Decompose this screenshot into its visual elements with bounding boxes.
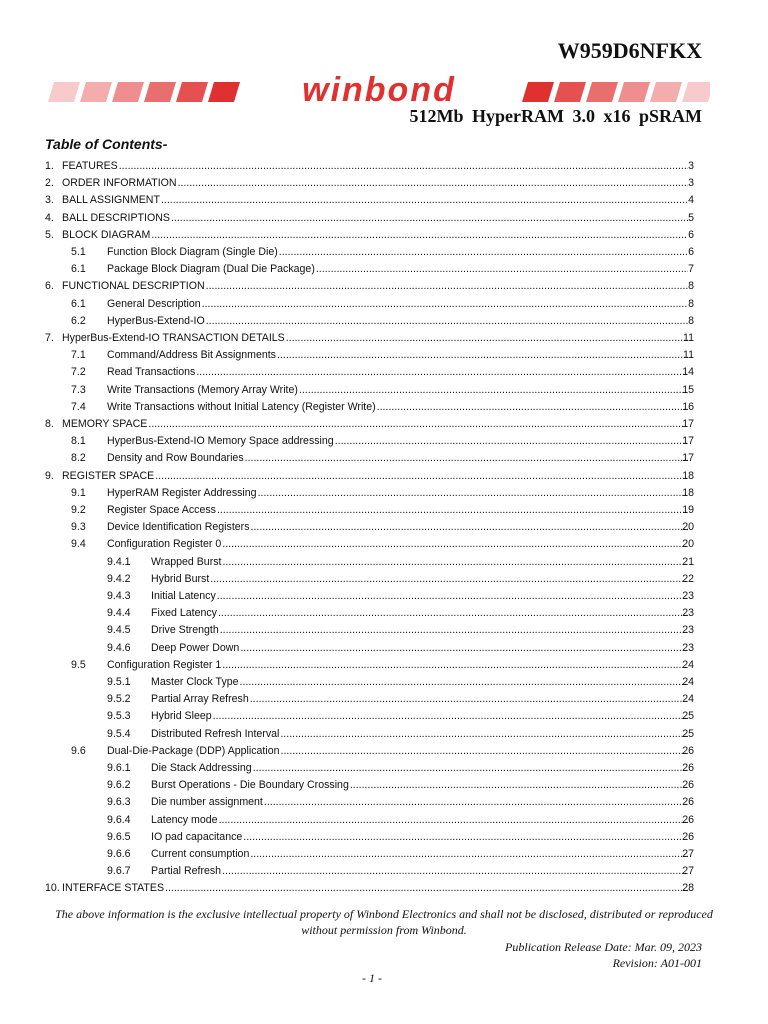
toc-entry-number: 4. bbox=[45, 211, 54, 224]
toc-entry-title: Partial Array Refresh bbox=[151, 693, 249, 706]
toc-entry-page: 6 bbox=[688, 228, 694, 241]
logo-stripe bbox=[112, 82, 144, 102]
toc-dot-leader bbox=[119, 158, 688, 175]
toc-entry-title: REGISTER SPACE bbox=[62, 469, 155, 482]
toc-entry-title: Dual-Die-Package (DDP) Application bbox=[107, 744, 280, 757]
toc-entry[interactable] bbox=[0, 485, 768, 502]
toc-entry-number: 2. bbox=[45, 177, 54, 190]
toc-entry[interactable] bbox=[0, 502, 768, 519]
toc-entry-page: 15 bbox=[682, 383, 694, 396]
toc-entry-number: 9.6.3 bbox=[107, 796, 131, 809]
toc-entry[interactable] bbox=[0, 382, 768, 399]
toc-dot-leader bbox=[250, 846, 688, 863]
toc-dot-leader bbox=[202, 296, 688, 313]
toc-dot-leader bbox=[377, 399, 688, 416]
toc-entry-number: 9.4 bbox=[71, 538, 86, 551]
toc-entry[interactable] bbox=[0, 347, 768, 364]
toc-dot-leader bbox=[161, 192, 688, 209]
toc-entry-number: 9.4.3 bbox=[107, 590, 131, 602]
toc-entry-page: 26 bbox=[682, 744, 694, 757]
toc-entry[interactable] bbox=[0, 674, 768, 691]
toc-entry-title: BALL DESCRIPTIONS bbox=[62, 211, 170, 224]
toc-entry[interactable] bbox=[0, 192, 768, 209]
toc-entry-page: 28 bbox=[682, 882, 694, 895]
toc-dot-leader bbox=[222, 657, 688, 674]
toc-dot-leader bbox=[243, 829, 688, 846]
toc-entry[interactable] bbox=[0, 743, 768, 760]
toc-dot-leader bbox=[219, 812, 688, 829]
toc-entry-number: 10. bbox=[45, 882, 60, 895]
toc-entry[interactable] bbox=[0, 468, 768, 485]
toc-entry[interactable] bbox=[0, 261, 768, 278]
toc-entry-title: Wrapped Burst bbox=[151, 555, 222, 568]
toc-entry-number: 8.1 bbox=[71, 435, 86, 448]
toc-entry-page: 20 bbox=[682, 538, 694, 551]
toc-entry-page: 16 bbox=[682, 400, 694, 413]
toc-dot-leader bbox=[217, 502, 688, 519]
toc-dot-leader bbox=[165, 880, 688, 897]
toc-entry[interactable] bbox=[0, 519, 768, 536]
toc-entry[interactable] bbox=[0, 640, 768, 657]
toc-entry-title: Drive Strength bbox=[151, 624, 219, 637]
toc-dot-leader bbox=[253, 760, 688, 777]
toc-entry-title: General Description bbox=[107, 297, 201, 310]
toc-entry-page: 23 bbox=[682, 641, 694, 654]
toc-entry-page: 27 bbox=[682, 848, 694, 860]
toc-dot-leader bbox=[240, 640, 688, 657]
toc-entry-number: 1. bbox=[45, 160, 54, 172]
copyright-notice: The above information is the exclusive intellectual property of Winbond Electronics and shall not be disclosed, distributed or reproduced without permission from Winbond. bbox=[55, 907, 713, 937]
toc-entry-number: 6.2 bbox=[71, 314, 86, 327]
toc-entry-page: 24 bbox=[682, 693, 694, 706]
toc-entry-title: Command/Address Bit Assignments bbox=[107, 349, 276, 362]
toc-entry-page: 23 bbox=[682, 624, 694, 637]
toc-entry[interactable] bbox=[0, 313, 768, 330]
toc-entry[interactable] bbox=[0, 846, 768, 863]
logo-stripe bbox=[144, 82, 176, 102]
toc-entry[interactable] bbox=[0, 880, 768, 897]
toc-dot-leader bbox=[277, 347, 688, 364]
toc-entry[interactable] bbox=[0, 622, 768, 639]
publication-date: Publication Release Date: Mar. 09, 2023 bbox=[505, 940, 702, 954]
toc-entry[interactable] bbox=[0, 691, 768, 708]
toc-entry[interactable] bbox=[0, 554, 768, 571]
product-title: 512Mb HyperRAM 3.0 x16 pSRAM bbox=[409, 106, 702, 126]
toc-entry-page: 4 bbox=[688, 194, 694, 207]
toc-dot-leader bbox=[222, 554, 688, 571]
toc-entry[interactable] bbox=[0, 571, 768, 588]
toc-dot-leader bbox=[299, 382, 688, 399]
toc-entry-title: Die number assignment bbox=[151, 796, 263, 809]
toc-heading: Table of Contents- bbox=[45, 136, 168, 152]
toc-entry[interactable] bbox=[0, 760, 768, 777]
toc-entry-number: 9.5 bbox=[71, 658, 86, 671]
toc-entry[interactable] bbox=[0, 330, 768, 347]
toc-entry-page: 8 bbox=[688, 280, 694, 293]
toc-entry[interactable] bbox=[0, 726, 768, 743]
toc-entry-title: Hybrid Sleep bbox=[151, 710, 212, 723]
toc-entry-title: Device Identification Registers bbox=[107, 521, 250, 534]
toc-entry-page: 23 bbox=[682, 607, 694, 620]
toc-entry-title: Hybrid Burst bbox=[151, 572, 210, 585]
toc-entry-number: 9.6.4 bbox=[107, 813, 131, 826]
toc-entry-page: 7 bbox=[688, 263, 694, 276]
toc-entry-title: HyperBus-Extend-IO TRANSACTION DETAILS bbox=[62, 332, 285, 344]
toc-entry-title: Distributed Refresh Interval bbox=[151, 727, 280, 740]
toc-dot-leader bbox=[171, 210, 688, 227]
toc-entry-page: 6 bbox=[688, 246, 694, 258]
logo-stripe bbox=[80, 82, 112, 102]
logo-right-stripes bbox=[522, 82, 710, 102]
toc-entry-number: 9.6 bbox=[71, 744, 86, 757]
toc-entry[interactable] bbox=[0, 296, 768, 313]
toc-entry[interactable] bbox=[0, 829, 768, 846]
toc-entry-title: Burst Operations - Die Boundary Crossing bbox=[151, 779, 349, 792]
toc-entry-page: 17 bbox=[682, 452, 694, 465]
toc-entry-title: Write Transactions without Initial Latency (Register Write) bbox=[107, 400, 376, 413]
toc-entry-title: Partial Refresh bbox=[151, 865, 222, 878]
toc-dot-leader bbox=[196, 364, 688, 381]
toc-entry-number: 9.4.6 bbox=[107, 641, 131, 654]
toc-dot-leader bbox=[222, 536, 688, 553]
toc-dot-leader bbox=[316, 261, 688, 278]
toc-entry-page: 26 bbox=[682, 762, 694, 774]
toc-entry-title: Die Stack Addressing bbox=[151, 762, 252, 774]
toc-entry[interactable] bbox=[0, 536, 768, 553]
toc-entry-number: 5.1 bbox=[71, 246, 86, 258]
toc-entry-number: 9.5.3 bbox=[107, 710, 131, 723]
toc-dot-leader bbox=[251, 519, 689, 536]
toc-entry-title: Deep Power Down bbox=[151, 641, 240, 654]
toc-entry-page: 11 bbox=[683, 349, 694, 362]
toc-entry-title: Configuration Register 0 bbox=[107, 538, 222, 551]
toc-entry-page: 17 bbox=[682, 435, 694, 448]
toc-entry-page: 3 bbox=[688, 160, 694, 172]
toc-dot-leader bbox=[286, 330, 688, 347]
toc-entry-title: Function Block Diagram (Single Die) bbox=[107, 246, 278, 258]
toc-entry-number: 9.4.1 bbox=[107, 555, 131, 568]
toc-entry-title: Write Transactions (Memory Array Write) bbox=[107, 383, 298, 396]
toc-entry[interactable] bbox=[0, 278, 768, 295]
logo-stripe bbox=[176, 82, 208, 102]
toc-dot-leader bbox=[350, 777, 688, 794]
toc-dot-leader bbox=[213, 708, 688, 725]
toc-entry-page: 21 bbox=[682, 555, 694, 568]
toc-entry-page: 22 bbox=[682, 572, 694, 585]
toc-entry[interactable] bbox=[0, 158, 768, 175]
toc-entry-page: 20 bbox=[682, 521, 694, 534]
revision: Revision: A01-001 bbox=[612, 956, 702, 970]
toc-entry[interactable] bbox=[0, 794, 768, 811]
toc-entry-page: 14 bbox=[682, 366, 694, 379]
toc-entry-title: Initial Latency bbox=[151, 590, 216, 602]
toc-dot-leader bbox=[206, 313, 688, 330]
toc-dot-leader bbox=[281, 743, 688, 760]
toc-entry-number: 9.6.7 bbox=[107, 865, 131, 878]
toc-entry[interactable] bbox=[0, 657, 768, 674]
toc-entry-number: 7.4 bbox=[71, 400, 86, 413]
toc-entry-number: 9.5.1 bbox=[107, 676, 131, 688]
toc-entry-number: 9.2 bbox=[71, 504, 86, 516]
toc-entry-number: 9.5.2 bbox=[107, 693, 131, 706]
toc-entry-page: 8 bbox=[688, 314, 694, 327]
toc-entry-page: 27 bbox=[682, 865, 694, 878]
toc-entry-page: 17 bbox=[682, 418, 694, 430]
toc-dot-leader bbox=[250, 691, 688, 708]
logo-stripe bbox=[554, 82, 586, 102]
toc-entry-page: 26 bbox=[682, 813, 694, 826]
part-number: W959D6NFKX bbox=[557, 38, 702, 63]
toc-entry-number: 9.4.4 bbox=[107, 607, 131, 620]
toc-entry-number: 8.2 bbox=[71, 452, 86, 465]
toc-entry-title: FUNCTIONAL DESCRIPTION bbox=[62, 280, 205, 293]
toc-entry-number: 9.1 bbox=[71, 486, 86, 499]
toc-entry-title: HyperBus-Extend-IO bbox=[107, 314, 205, 327]
toc-entry-number: 9.4.5 bbox=[107, 624, 131, 637]
toc-entry-number: 9. bbox=[45, 469, 54, 482]
toc-dot-leader bbox=[245, 450, 688, 467]
toc-entry-number: 6. bbox=[45, 280, 54, 293]
toc-entry[interactable] bbox=[0, 708, 768, 725]
toc-entry-title: Register Space Access bbox=[107, 504, 216, 516]
toc-entry[interactable] bbox=[0, 588, 768, 605]
toc-entry-number: 6.1 bbox=[71, 263, 86, 276]
logo-stripe bbox=[650, 82, 682, 102]
toc-dot-leader bbox=[264, 794, 688, 811]
toc-entry-number: 9.5.4 bbox=[107, 727, 131, 740]
toc-entry[interactable] bbox=[0, 210, 768, 227]
toc-entry[interactable] bbox=[0, 416, 768, 433]
toc-dot-leader bbox=[240, 674, 688, 691]
toc-entry-number: 9.6.2 bbox=[107, 779, 131, 792]
toc-entry-page: 23 bbox=[682, 590, 694, 602]
toc-entry-title: Package Block Diagram (Dual Die Package) bbox=[107, 263, 315, 276]
toc-entry-title: MEMORY SPACE bbox=[62, 418, 148, 430]
toc-entry-title: Configuration Register 1 bbox=[107, 658, 222, 671]
logo-left-stripes bbox=[48, 82, 240, 102]
logo-wordmark: winbond bbox=[302, 74, 456, 106]
toc-entry-page: 24 bbox=[682, 658, 694, 671]
toc-entry-page: 11 bbox=[683, 332, 694, 344]
toc-entry-page: 18 bbox=[682, 469, 694, 482]
toc-entry-page: 24 bbox=[682, 676, 694, 688]
toc-entry-page: 19 bbox=[682, 504, 694, 516]
toc-dot-leader bbox=[178, 175, 688, 192]
toc-entry-number: 7.3 bbox=[71, 383, 86, 396]
toc-entry-page: 25 bbox=[682, 710, 694, 723]
logo-stripe bbox=[522, 82, 554, 102]
toc-dot-leader bbox=[279, 244, 688, 261]
toc-entry[interactable] bbox=[0, 863, 768, 880]
toc-entry-title: BLOCK DIAGRAM bbox=[62, 228, 151, 241]
toc-entry[interactable] bbox=[0, 605, 768, 622]
toc-entry[interactable] bbox=[0, 175, 768, 192]
toc-entry-page: 26 bbox=[682, 796, 694, 809]
toc-entry-number: 7. bbox=[45, 332, 54, 344]
toc-entry-number: 9.6.1 bbox=[107, 762, 131, 774]
toc-dot-leader bbox=[155, 468, 688, 485]
toc-entry-page: 18 bbox=[682, 486, 694, 499]
toc-dot-leader bbox=[206, 278, 688, 295]
toc-dot-leader bbox=[148, 416, 688, 433]
toc-entry-page: 26 bbox=[682, 779, 694, 792]
logo-stripe bbox=[586, 82, 618, 102]
toc-entry-page: 8 bbox=[688, 297, 694, 310]
toc-entry-number: 9.4.2 bbox=[107, 572, 131, 585]
toc-entry-number: 8. bbox=[45, 418, 54, 430]
toc-entry-title: FEATURES bbox=[62, 160, 118, 172]
toc-entry-page: 25 bbox=[682, 727, 694, 740]
toc-entry-title: ORDER INFORMATION bbox=[62, 177, 177, 190]
toc-dot-leader bbox=[220, 622, 688, 639]
toc-entry-number: 7.2 bbox=[71, 366, 86, 379]
toc-entry-number: 9.3 bbox=[71, 521, 86, 534]
logo-stripe bbox=[208, 82, 240, 102]
toc-entry-title: Read Transactions bbox=[107, 366, 196, 379]
toc-entry-page: 26 bbox=[682, 830, 694, 843]
toc-entry-title: Master Clock Type bbox=[151, 676, 239, 688]
toc-entry[interactable] bbox=[0, 364, 768, 381]
toc-dot-leader bbox=[151, 227, 688, 244]
toc-dot-leader bbox=[280, 726, 688, 743]
toc-dot-leader bbox=[218, 605, 688, 622]
toc-entry[interactable] bbox=[0, 433, 768, 450]
toc-entry[interactable] bbox=[0, 227, 768, 244]
toc-dot-leader bbox=[210, 571, 688, 588]
toc-entry-title: HyperBus-Extend-IO Memory Space addressing bbox=[107, 435, 334, 448]
logo-stripe bbox=[48, 82, 80, 102]
toc-entry[interactable] bbox=[0, 399, 768, 416]
toc-entry-number: 7.1 bbox=[71, 349, 86, 362]
toc-entry-title: INTERFACE STATES bbox=[62, 882, 165, 895]
toc-entry-number: 3. bbox=[45, 194, 54, 207]
toc-entry-number: 9.6.5 bbox=[107, 830, 131, 843]
toc-entry-title: Latency mode bbox=[151, 813, 218, 826]
toc-entry[interactable] bbox=[0, 812, 768, 829]
toc-dot-leader bbox=[335, 433, 688, 450]
toc-entry-page: 3 bbox=[688, 177, 694, 190]
toc-entry-title: BALL ASSIGNMENT bbox=[62, 194, 160, 207]
toc-entry-number: 5. bbox=[45, 228, 54, 241]
page-number: - 1 - bbox=[362, 971, 382, 985]
toc-dot-leader bbox=[222, 863, 688, 880]
logo-stripe bbox=[618, 82, 650, 102]
toc-entry[interactable] bbox=[0, 777, 768, 794]
logo-stripe bbox=[682, 82, 710, 102]
toc-entry-title: Current consumption bbox=[151, 848, 250, 860]
toc-entry-number: 9.6.6 bbox=[107, 848, 131, 860]
toc-entry-title: Fixed Latency bbox=[151, 607, 217, 620]
toc-entry-number: 6.1 bbox=[71, 297, 86, 310]
toc-entry[interactable] bbox=[0, 244, 768, 261]
toc-entry-title: HyperRAM Register Addressing bbox=[107, 486, 257, 499]
toc-dot-leader bbox=[217, 588, 688, 605]
toc-entry[interactable] bbox=[0, 450, 768, 467]
toc-dot-leader bbox=[258, 485, 688, 502]
toc-entry-title: IO pad capacitance bbox=[151, 830, 243, 843]
toc-entry-title: Density and Row Boundaries bbox=[107, 452, 244, 465]
toc-entry-page: 5 bbox=[688, 211, 694, 224]
winbond-logo bbox=[48, 74, 710, 106]
